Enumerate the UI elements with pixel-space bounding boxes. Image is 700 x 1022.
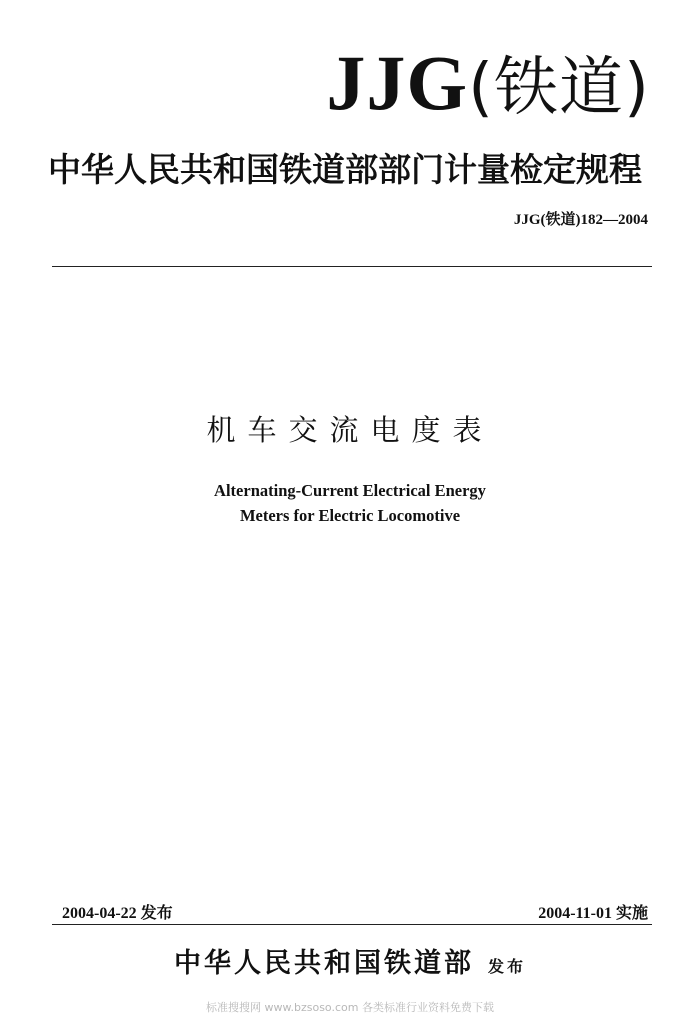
code-latin: JJG <box>326 39 469 126</box>
bottom-divider <box>52 924 652 925</box>
code-cn: (铁道) <box>468 51 650 125</box>
issue-date: 2004-04-22 发布 <box>62 905 173 922</box>
publisher <box>0 944 700 984</box>
title-en-line-2: Meters for Electric Locomotive <box>239 506 461 525</box>
footer-watermark-note: 标准搜搜网 www.bzsoso.com 各类标准行业资料免费下载 <box>206 1001 494 1014</box>
spec-number: JJG(铁道)182—2004 <box>513 212 648 228</box>
top-divider <box>52 266 652 267</box>
publisher-verb: 发布 <box>487 957 526 976</box>
standard-code-mark <box>326 38 650 133</box>
implementation-date: 2004-11-01 实施 <box>538 905 648 922</box>
title-en-line-1: Alternating-Current Electrical Energy <box>214 481 486 500</box>
spec-title: 中华人民共和国铁道部部门计量检定规程 <box>48 150 642 189</box>
document-title-en <box>0 478 700 528</box>
document-title-cn: 机车交流电度表 <box>206 413 494 447</box>
publisher-org: 中华人民共和国铁道部 <box>173 948 474 979</box>
